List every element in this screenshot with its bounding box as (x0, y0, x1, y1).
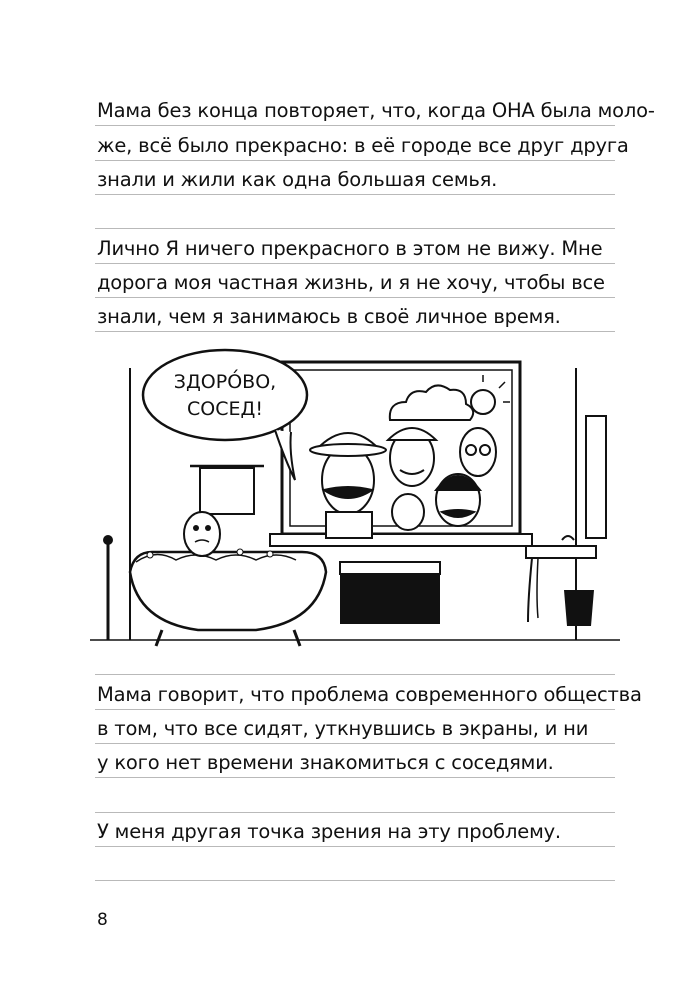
paragraph-2-line-3: знали, чем я занимаюсь в своё личное время. (97, 305, 561, 328)
ruled-line (95, 331, 615, 332)
ruled-line (95, 125, 615, 126)
ruled-line (95, 674, 615, 675)
ruled-line (95, 228, 615, 229)
paragraph-2-line-2: дорога моя частная жизнь, и я не хочу, чтобы все (97, 271, 605, 294)
ruled-line (95, 846, 615, 847)
paragraph-3-line-2: в том, что все сидят, уткнувшись в экраны, и ни (97, 717, 589, 740)
bath-neighbors-illustration (90, 340, 620, 665)
paragraph-4-line-1: У меня другая точка зрения на эту проблему. (97, 820, 561, 843)
ruled-line (95, 194, 615, 195)
paragraph-1-line-1: Мама без конца повторяет, что, когда ОНА была моло- (97, 99, 655, 122)
paragraph-3-line-1: Мама говорит, что проблема современного общества (97, 683, 642, 706)
speech-bubble-line-2: СОСЕД! (187, 398, 263, 420)
ruled-line (95, 160, 615, 161)
ruled-line (95, 709, 615, 710)
ruled-line (95, 263, 615, 264)
paragraph-3-line-3: у кого нет времени знакомиться с соседями. (97, 751, 554, 774)
paragraph-2-line-1: Лично Я ничего прекрасного в этом не вижу. Мне (97, 237, 603, 260)
ruled-line (95, 743, 615, 744)
ruled-line (95, 812, 615, 813)
speech-bubble-line-1: ЗДОРО́ВО, (173, 371, 277, 393)
ruled-line (95, 777, 615, 778)
ruled-line (95, 880, 615, 881)
page-number: 8 (97, 910, 108, 930)
paragraph-1-line-2: же, всё было прекрасно: в её городе все друг друга (97, 134, 629, 157)
paragraph-1-line-3: знали и жили как одна большая семья. (97, 168, 498, 191)
ruled-line (95, 297, 615, 298)
